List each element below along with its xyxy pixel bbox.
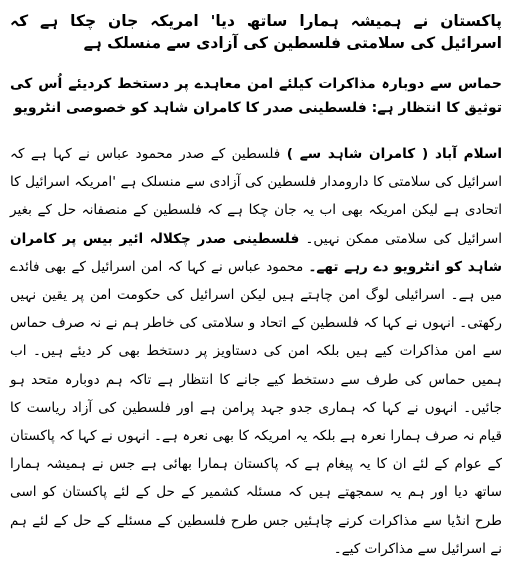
article-body-highlight: فلسطینی صدر چکلالہ ائیر بیس پر کامران شاہد کو انٹرویو دے رہے تھے۔ [10, 230, 502, 275]
article-dateline: اسلام آباد ( کامران شاہد سے ) [286, 146, 502, 162]
article-body-part1: فلسطین کے صدر محمود عباس نے کہا ہے کہ اسرائیل کی سلامتی کا دارومدار فلسطین کی آزادی سے منسلک ہے 'امریکہ اسرائیل کا اتحادی ہے لیکن امریکہ بھی اب یہ جان چکا ہے کہ فلسطین کے منصفانہ حل کے بغیر اسرائیل کی سلامتی ممکن نہیں۔ [10, 146, 503, 247]
article-body-part2: محمود عباس نے کہا کہ امن اسرائیل کے بھی فائدے میں ہے۔ اسرائیلی لوگ امن چاہتے ہیں لیکن اسرائیل کی حکومت امن پر یقین نہیں رکھتی۔ انہوں نے کہا کہ فلسطین کے اتحاد و سلامتی کی خاطر ہم نے نہ صرف حماس سے امن مذاکرات کیے ہیں بلکہ امن کی دستاویز پر دستخط بھی کر دیئے ہیں۔ اب ہمیں حماس کی طرف سے دستخط کیے جانے کا انتظار ہے تاکہ ہم دوبارہ متحد ہو جائیں۔ انہوں نے کہا کہ ہماری جدو جہد پرامن ہے اور فلسطین کی آزاد ریاست کا قیام نہ صرف ہمارا نعرہ ہے بلکہ یہ امریکہ کا بھی نعرہ ہے۔ انہوں نے کہا کہ پاکستان کے عوام کے لئے ان کا یہ پیغام ہے کہ پاکستان ہمارا بھائی ہے جس نے ہمیشہ ہمارا ساتھ دیا اور ہم یہ سمجھتے ہیں کہ مسئلہ کشمیر کے حل کے لئے پاکستان کو اسی طرح انڈیا سے مذاکرات کرنے چاہئیں جس طرح فلسطین کے مسئلے کے حل کے لئے ہم نے اسرائیل سے مذاکرات کیے۔ [10, 258, 502, 557]
article-headline: پاکستان نے ہمیشہ ہمارا ساتھ دیا' امریکہ جان چکا ہے کہ اسرائیل کی سلامتی فلسطین کی آزادی سے منسلک ہے [10, 12, 502, 52]
article-body [10, 140, 502, 563]
article-subheadline: حماس سے دوبارہ مذاکرات کیلئے امن معاہدے پر دستخط کردیئے اُس کی توثیق کا انتظار ہے: فلسطینی صدر کا کامران شاہد کو خصوصی انٹرویو [10, 76, 502, 116]
